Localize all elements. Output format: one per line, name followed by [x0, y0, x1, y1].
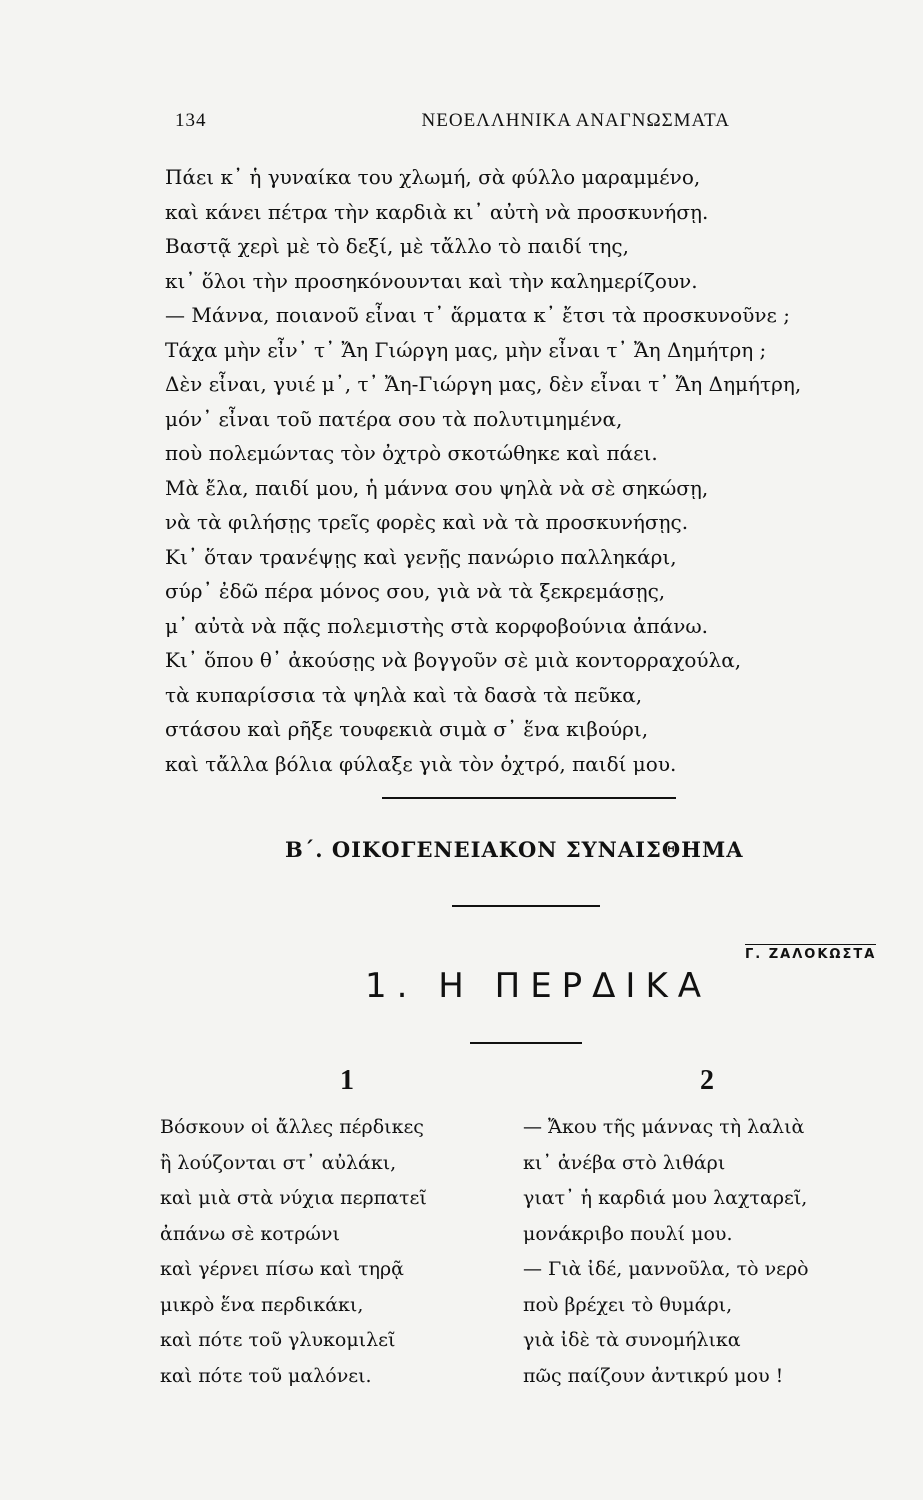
poem-line: σύρ᾽ ἐδῶ πέρα μόνος σου, γιὰ νὰ τὰ ξεκρεμάσῃς, [165, 579, 666, 603]
stanza-line: μικρὸ ἕνα περδικάκι, [160, 1293, 364, 1316]
stanza-line: — Ἄκου τῆς μάννας τὴ λαλιὰ [523, 1116, 805, 1138]
stanza-line: καὶ γέρνει πίσω καὶ τηρᾷ [160, 1258, 404, 1280]
stanza-line: γιὰ ἰδὲ τὰ συνομήλικα [523, 1329, 741, 1351]
page-number: 134 [175, 110, 207, 131]
stanza-line: ἀπάνω σὲ κοτρώνι [160, 1222, 340, 1245]
poem-title: 1. Η ΠΕΡΔΙΚΑ [365, 966, 712, 1006]
poem-line: Κι᾽ ὅπου θ᾽ ἀκούσῃς νὰ βογγοῦν σὲ μιὰ κοντορραχούλα, [165, 648, 742, 672]
poem-line: κι᾽ ὅλοι τὴν προσηκόνουνται καὶ τὴν καλημερίζουν. [165, 268, 698, 293]
stanza-line: καὶ μιὰ στὰ νύχια περπατεῖ [160, 1187, 427, 1209]
page-header [175, 110, 730, 132]
divider-rule [452, 905, 600, 907]
stanza-number: 1 [340, 1065, 354, 1096]
poem-body [165, 160, 885, 781]
poem-line: Μὰ ἔλα, παιδί μου, ἡ μάννα σου ψηλὰ νὰ σὲ σηκώσῃ, [165, 475, 709, 500]
poem-line: Τάχα μὴν εἶν᾽ τ᾽ Ἄη Γιώργη μας, μὴν εἶναι τ᾽ Ἄη Δημήτρη ; [165, 337, 767, 362]
poem-line: νὰ τὰ φιλήσῃς τρεῖς φορὲς καὶ νὰ τὰ προσκυνήσῃς. [165, 510, 689, 534]
poem-line: Δὲν εἶναι, γυιέ μ᾽, τ᾽ Ἄη-Γιώργη μας, δὲν εἶναι τ᾽ Ἄη Δημήτρη, [165, 372, 802, 396]
stanza-line: — Γιὰ ἰδέ, μαννοῦλα, τὸ νερὸ [523, 1258, 809, 1280]
poem-line: στάσου καὶ ρῆξε τουφεκιὰ σιμὰ σ᾽ ἕνα κιβούρι, [165, 717, 649, 741]
stanza-right [523, 1110, 809, 1394]
divider-rule [470, 1042, 582, 1044]
stanza-line: ποὺ βρέχει τὸ θυμάρι, [523, 1293, 733, 1316]
poem-line: μόν᾽ εἶναι τοῦ πατέρα σου τὰ πολυτιμημένα, [165, 406, 623, 431]
stanza-line: καὶ πότε τοῦ μαλόνει. [160, 1364, 372, 1387]
poem-line: Πάει κ᾽ ἡ γυναίκα του χλωμή, σὰ φύλλο μαραμμένο, [165, 165, 701, 189]
poem-line: Βαστᾷ χερὶ μὲ τὸ δεξί, μὲ τἄλλο τὸ παιδί της, [165, 234, 629, 258]
poem-line: τὰ κυπαρίσσια τὰ ψηλὰ καὶ τὰ δασὰ τὰ πεῦκα, [165, 682, 643, 707]
poem-line: καὶ τἄλλα βόλια φύλαξε γιὰ τὸν ὀχτρό, παιδί μου. [165, 751, 677, 776]
poem-line: καὶ κάνει πέτρα τὴν καρδιὰ κι᾽ αὐτὴ νὰ προσκυνήσῃ. [165, 199, 709, 224]
stanza-left [160, 1110, 427, 1394]
poem-line: — Μάννα, ποιανοῦ εἶναι τ᾽ ἅρματα κ᾽ ἔτσι τὰ προσκυνοῦνε ; [165, 303, 790, 327]
stanza-line: ἢ λούζονται στ᾽ αὐλάκι, [160, 1151, 397, 1174]
stanza-line: κι᾽ ἀνέβα στὸ λιθάρι [523, 1151, 726, 1174]
stanza-number: 2 [700, 1065, 714, 1096]
poem-line: Κι᾽ ὅταν τρανέψῃς καὶ γενῇς πανώριο παλληκάρι, [165, 544, 677, 569]
running-title: ΝΕΟΕΛΛΗΝΙΚΑ ΑΝΑΓΝΩΣΜΑΤΑ [421, 110, 730, 131]
section-title: Β΄. ΟΙΚΟΓΕΝΕΙΑΚΟΝ ΣΥΝΑΙΣΘΗΜΑ [285, 837, 744, 862]
stanza-line: πῶς παίζουν ἀντικρύ μου ! [523, 1364, 784, 1387]
poem-line: μ᾽ αὐτὰ νὰ πᾷς πολεμιστὴς στὰ κορφοβούνια ἀπάνω. [165, 613, 709, 638]
stanza-line: γιατ᾽ ἡ καρδιά μου λαχταρεῖ, [523, 1187, 808, 1209]
stanza-line: Βόσκουν οἱ ἄλλες πέρδικες [160, 1116, 424, 1138]
divider-rule [382, 797, 676, 799]
stanza-line: μονάκριβο πουλί μου. [523, 1222, 733, 1245]
stanza-line: καὶ πότε τοῦ γλυκομιλεῖ [160, 1329, 396, 1351]
poem-line: ποὺ πολεμώντας τὸν ὀχτρὸ σκοτώθηκε καὶ πάει. [165, 441, 658, 465]
author-name: Γ. ΖΑΛΟΚΩΣΤΑ [745, 944, 876, 962]
